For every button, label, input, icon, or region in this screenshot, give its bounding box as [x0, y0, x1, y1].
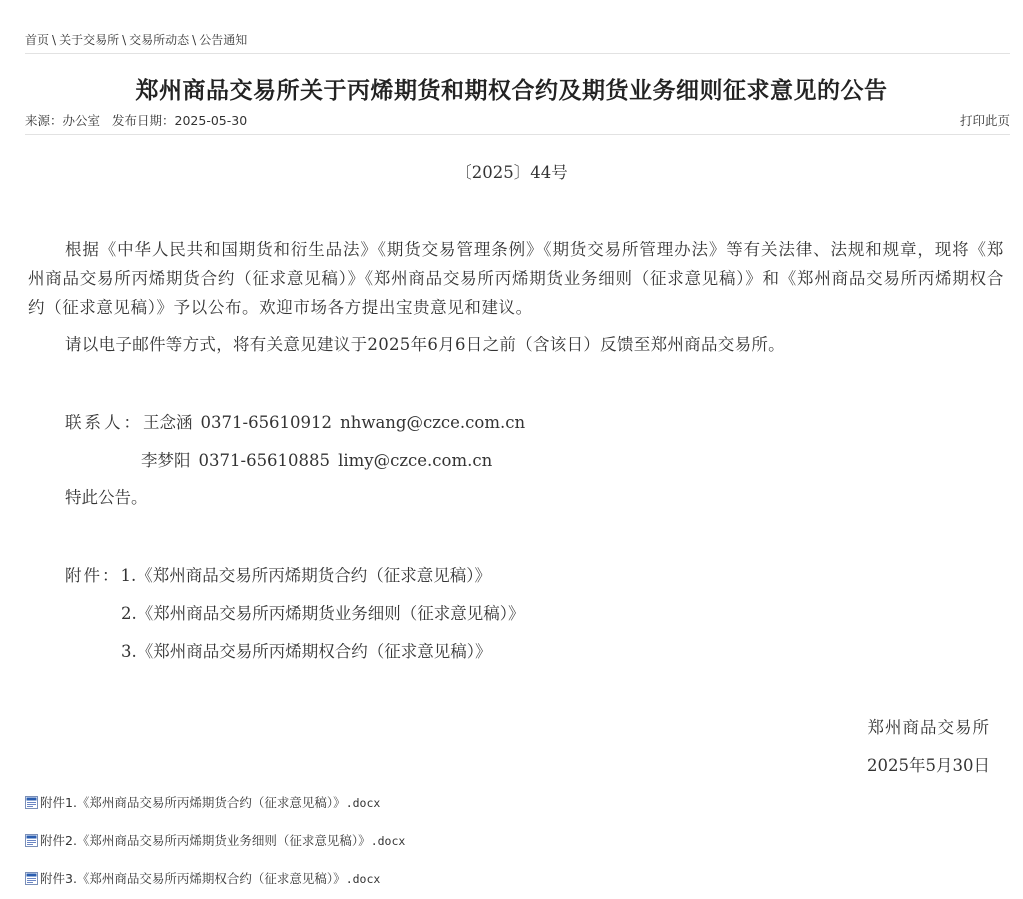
attachment-list-item: 2.《郑州商品交易所丙烯期货业务细则（征求意见稿）》: [121, 604, 525, 623]
breadcrumb: [25, 31, 247, 48]
contact-name: 李梦阳: [141, 451, 191, 470]
attachment-list-item: 3.《郑州商品交易所丙烯期权合约（征求意见稿）》: [121, 642, 492, 661]
file-download-link-3[interactable]: [25, 869, 380, 887]
contact-phone: 0371-65610885: [198, 451, 331, 470]
word-doc-icon: [25, 834, 38, 847]
print-page-link[interactable]: 打印此页: [959, 113, 1010, 128]
word-doc-icon: [25, 872, 38, 885]
breadcrumb-news[interactable]: 交易所动态: [129, 33, 190, 47]
file-ext: .docx: [345, 872, 381, 886]
article-meta: [25, 111, 247, 129]
source-text: [25, 113, 100, 128]
breadcrumb-announcements[interactable]: 公告通知: [199, 33, 248, 47]
contact-row-1: [65, 409, 1023, 433]
contact-email: nhwang@czce.com.cn: [340, 413, 526, 432]
file-name: 附件2.《郑州商品交易所丙烯期货业务细则（征求意见稿）》: [40, 833, 371, 848]
word-doc-icon: [25, 796, 38, 809]
attachments-label: 附件：: [65, 566, 121, 585]
breadcrumb-separator: \: [122, 33, 127, 47]
signature-org: 郑州商品交易所: [867, 718, 990, 737]
date-label: 发布日期：: [112, 113, 175, 128]
contact-label: 联系人：: [65, 413, 143, 432]
notice-closing: 特此公告。: [65, 488, 148, 507]
signature-date: 2025年5月30日: [867, 756, 990, 775]
contact-name: 王念涵: [143, 413, 193, 432]
file-name: 附件1.《郑州商品交易所丙烯期货合约（征求意见稿）》: [40, 795, 346, 810]
contact-row-2: [141, 447, 1023, 471]
file-download-link-2[interactable]: [25, 831, 405, 849]
body-paragraph-2: 请以电子邮件等方式，将有关意见建议于2025年6月6日之前（含该日）反馈至郑州商品交易所。: [65, 335, 785, 354]
breadcrumb-separator: \: [52, 33, 57, 47]
source-label: 来源：: [25, 113, 63, 128]
breadcrumb-about[interactable]: 关于交易所: [59, 33, 120, 47]
source-value: 办公室: [62, 113, 101, 128]
contact-phone: 0371-65610912: [200, 413, 333, 432]
breadcrumb-home[interactable]: 首页: [25, 33, 50, 47]
breadcrumb-divider: [25, 53, 1010, 54]
file-ext: .docx: [370, 834, 406, 848]
breadcrumb-separator: \: [192, 33, 197, 47]
meta-divider: [25, 134, 1010, 135]
date-text: [112, 113, 247, 128]
file-download-link-1[interactable]: [25, 793, 380, 811]
document-number: 〔2025〕44号: [455, 163, 568, 182]
page-title: 郑州商品交易所关于丙烯期货和期权合约及期货业务细则征求意见的公告: [135, 78, 888, 104]
date-value: 2025-05-30: [174, 113, 248, 128]
file-name: 附件3.《郑州商品交易所丙烯期权合约（征求意见稿）》: [40, 871, 346, 886]
body-paragraph-1: 根据《中华人民共和国期货和衍生品法》《期货交易管理条例》《期货交易所管理办法》等有关法律、法规和规章，现将《郑州商品交易所丙烯期货合约（征求意见稿）》《郑州商品交易所丙烯期货业务细则（征求意见稿）》和《郑州商品交易所丙烯期权合约（征求意见稿）》予以公布。欢迎市场各方提出宝贵意见和建议。: [28, 240, 1004, 317]
attachment-title: 1.《郑州商品交易所丙烯期货合约（征求意见稿）》: [120, 566, 491, 585]
contact-email: limy@czce.com.cn: [338, 451, 493, 470]
file-ext: .docx: [345, 796, 381, 810]
attachment-list-item: [65, 562, 1023, 586]
